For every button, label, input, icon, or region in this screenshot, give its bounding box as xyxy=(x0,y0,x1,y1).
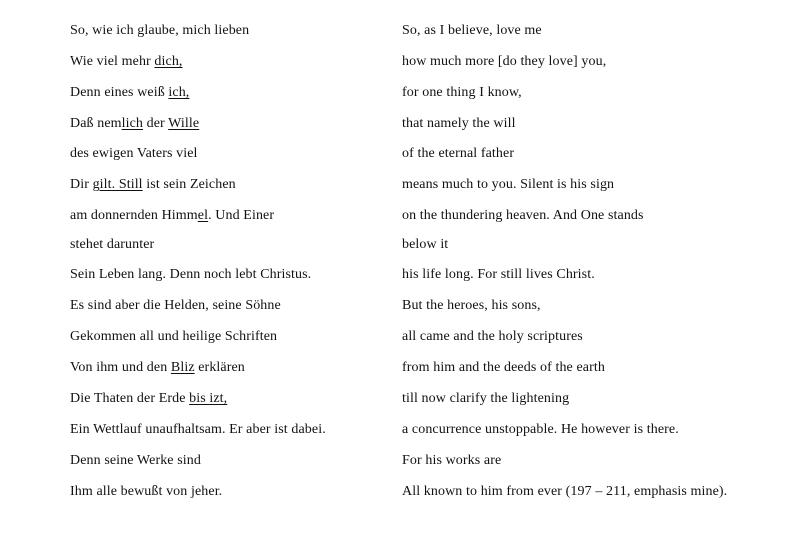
text-segment: Sein Leben lang. Denn noch lebt Christus. xyxy=(70,267,312,282)
underlined-word: Wille xyxy=(168,116,200,131)
german-line xyxy=(70,297,281,315)
text-segment: Denn seine Werke sind xyxy=(70,453,201,468)
german-line xyxy=(70,22,249,40)
german-line xyxy=(70,483,222,501)
german-line xyxy=(70,84,189,102)
text-segment: der xyxy=(143,116,169,131)
english-line: All known to him from ever (197 – 211, emphasis mine). xyxy=(402,484,728,499)
underlined-word: dich, xyxy=(154,54,183,69)
german-line xyxy=(70,176,236,194)
english-line: all came and the holy scriptures xyxy=(402,329,583,344)
text-segment: Ihm alle bewußt von jeher. xyxy=(70,484,223,499)
german-line xyxy=(70,452,201,470)
german-line xyxy=(70,359,245,377)
text-segment: Dir xyxy=(70,177,93,192)
underlined-word: Bliz xyxy=(170,360,195,375)
german-line xyxy=(70,390,227,408)
english-line: of the eternal father xyxy=(402,146,515,161)
english-line: So, as I believe, love me xyxy=(402,23,542,38)
underlined-word: el xyxy=(197,208,209,223)
underlined-word: lich xyxy=(121,116,144,131)
text-segment: stehet darunter xyxy=(70,237,155,252)
german-line xyxy=(70,328,277,346)
english-line: means much to you. Silent is his sign xyxy=(402,177,615,192)
text-segment: Daß nem xyxy=(70,116,122,131)
text-segment: Es sind aber die Helden, seine Söhne xyxy=(70,298,281,313)
english-line: how much more [do they love] you, xyxy=(402,54,607,69)
text-segment: Ein Wettlauf unaufhaltsam. Er aber ist dabei. xyxy=(70,422,326,437)
text-segment: So, wie ich glaube, mich lieben xyxy=(70,23,250,38)
german-line xyxy=(70,115,199,133)
english-line: till now clarify the lightening xyxy=(402,391,570,406)
text-segment: des ewigen Vaters viel xyxy=(70,146,198,161)
english-line: But the heroes, his sons, xyxy=(402,298,541,313)
text-segment: erklären xyxy=(194,360,245,375)
english-line: on the thundering heaven. And One stands xyxy=(402,208,644,223)
german-line xyxy=(70,236,154,254)
text-segment: Denn eines weiß xyxy=(70,85,169,100)
text-segment: am donnernden Himm xyxy=(70,208,198,223)
english-line: a concurrence unstoppable. He however is there. xyxy=(402,422,679,437)
underlined-word: gilt. Still xyxy=(92,177,143,192)
german-line xyxy=(70,53,183,71)
english-line: his life long. For still lives Christ. xyxy=(402,267,595,282)
german-line xyxy=(70,421,326,439)
english-line: below it xyxy=(402,237,449,252)
german-line xyxy=(70,266,311,284)
text-segment: Die Thaten der Erde xyxy=(70,391,190,406)
text-segment: . Und Einer xyxy=(208,208,275,223)
english-line: For his works are xyxy=(402,453,502,468)
text-segment: Wie viel mehr xyxy=(70,54,155,69)
underlined-word: ich, xyxy=(168,85,190,100)
text-segment: Von ihm und den xyxy=(70,360,171,375)
english-line: for one thing I know, xyxy=(402,85,522,100)
underlined-word: bis izt, xyxy=(189,391,228,406)
text-segment: ist sein Zeichen xyxy=(142,177,236,192)
german-line xyxy=(70,207,274,225)
text-segment: Gekommen all und heilige Schriften xyxy=(70,329,278,344)
english-line: from him and the deeds of the earth xyxy=(402,360,605,375)
german-line xyxy=(70,145,198,163)
english-line: that namely the will xyxy=(402,116,516,131)
